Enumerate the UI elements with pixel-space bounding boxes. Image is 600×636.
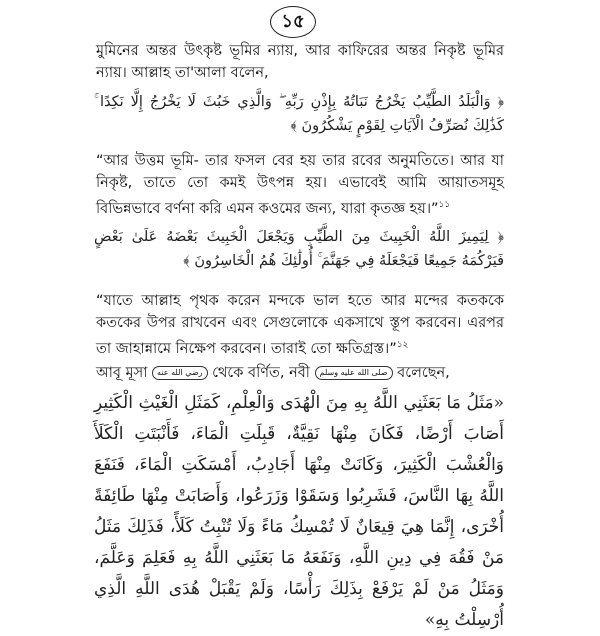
narration-text: থেকে বর্ণিত, নবী — [212, 365, 310, 381]
narrator-name: আবূ মূসা — [96, 365, 148, 381]
radiallahu-seal: رضي الله عنه — [152, 366, 207, 380]
verse-1-translation — [96, 150, 504, 220]
translation-text: “যাতে আল্লাহ পৃথক করেন মন্দকে ভাল হতে আর মন্দের কতককে কতকের উপর রাখবেন এবং সেগুলোকে একসাথে স্তূপ করবেন। এরপর তা জাহান্নামে নিক্ষেপ করবেন। তারাই তো ক্ষতিগ্রস্ত।” — [96, 293, 504, 357]
hadith-text: «مَثَلُ مَا بَعَثَنِي اللَّهُ بِهِ مِنَ الْهُدَى وَالْعِلْمِ، كَمَثَلِ الْغَيْثِ الْكَثِيرِ أَصَابَ أَرْضًا، فَكَانَ مِنْهَا نَقِيَّةٌ، قَبِلَتِ الْمَاءَ، فَأَنْبَتَتِ الْكَلَأَ وَالْعُشْبَ الْكَثِيرَ، وَكَانَتْ مِنْهَا أَجَادِبُ، أَمْسَكَتِ الْمَاءَ، فَنَفَعَ اللَّهُ بِهَا النَّاسَ، فَشَرِبُوا وَسَقَوْا وَزَرَعُوا، وَأَصَابَتْ مِنْهَا طَائِفَةً أُخْرَى، إِنَّمَا هِيَ قِيعَانٌ لَا تُمْسِكُ مَاءً وَلَا تُنْبِتُ كَلَأً، فَذَلِكَ مَثَلُ مَنْ فَقُهَ فِي دِينِ اللَّهِ، وَنَفَعَهُ مَا بَعَثَنِي اللَّهُ بِهِ فَعَلِمَ وَعَلَّمَ، وَمَثَلُ مَنْ لَمْ يَرْفَعْ بِذَلِكَ رَأْسًا، وَلَمْ يَقْبَلْ هُدَى اللَّهِ الَّذِي أُرْسِلْتُ بِهِ» — [94, 393, 504, 630]
narration-line — [96, 362, 504, 384]
quran-verse-1: ﴿ وَالْبَلَدُ الطَّيِّبُ يَخْرُجُ نَبَاتُهُ بِإِذْنِ رَبِّهِ ۖ وَالَّذِي خَبُثَ لَا يَخْرُجُ إِلَّا نَكِدًا ۚ كَذَٰلِكَ نُصَرِّفُ الْآيَاتِ لِقَوْمٍ يَشْكُرُونَ ﴾ — [94, 94, 504, 134]
verse-2-translation — [96, 290, 504, 360]
salawat-seal: صلى الله عليه وسلم — [315, 366, 393, 380]
narration-text-end: বলেছেন, — [397, 365, 450, 381]
quran-verse-2: ﴿ لِيَمِيزَ اللَّهُ الْخَبِيثَ مِنَ الطَّيِّبِ وَيَجْعَلَ الْخَبِيثَ بَعْضَهُ عَلَىٰ بَعْضٍ فَيَرْكُمَهُ جَمِيعًا فَيَجْعَلَهُ فِي جَهَنَّمَ ۚ أُولَٰئِكَ هُمُ الْخَاسِرُونَ ﴾ — [94, 229, 504, 269]
translation-text: “আর উত্তম ভূমি- তার ফসল বের হয় তার রবের অনুমতিতে। আর যা নিকৃষ্ট, তাতে তো কমই উৎপন্ন হয়। এভাবেই আমি আয়াতসমূহ বিভিন্নভাবে বর্ণনা করি এমন কওমের জন্য, যারা কৃতজ্ঞ হয়।” — [96, 153, 504, 217]
footnote-marker-12: ১২ — [396, 340, 409, 350]
intro-paragraph: মুমিনের অন্তর উৎকৃষ্ট ভূমির ন্যায়, আর কাফিরের অন্তর নিকৃষ্ট ভূমির ন্যায়। আল্লাহ তা'আলা বলেন, — [96, 43, 504, 81]
footnote-marker-11: ১১ — [438, 200, 451, 210]
page-number: ১৫ — [270, 6, 316, 38]
